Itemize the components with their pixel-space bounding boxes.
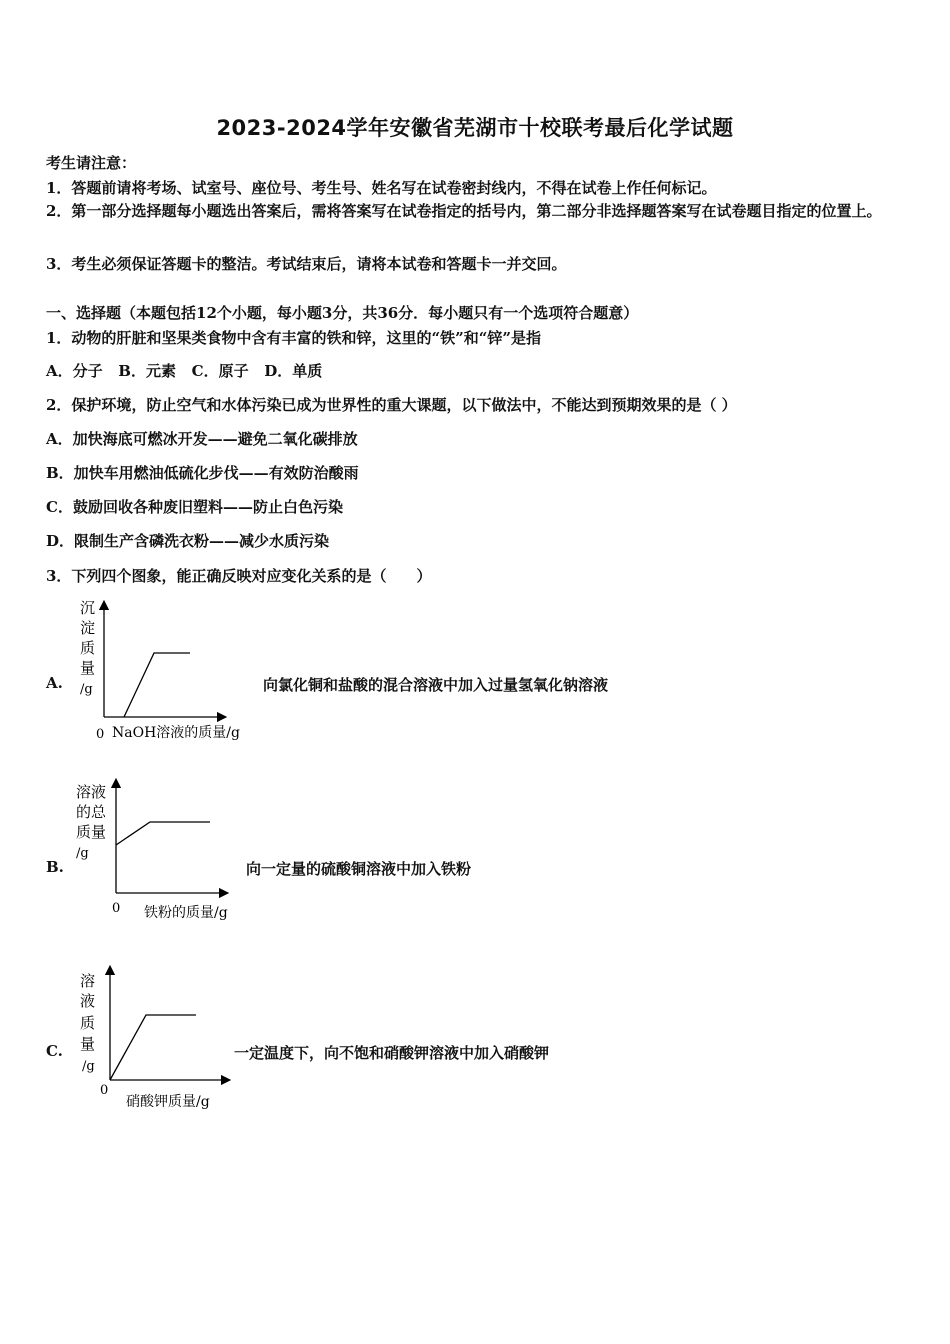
curve: [110, 1015, 196, 1080]
y-label-4: /g: [76, 846, 89, 861]
q3-stem: 3．下列四个图象，能正确反映对应变化关系的是（ ）: [46, 567, 432, 585]
origin-label: 0: [96, 727, 105, 742]
q3-graph-a: [70, 595, 270, 745]
y-label-2: 淀: [80, 619, 96, 637]
y-label-1: 溶液: [76, 783, 107, 801]
q2-option-a: A．加快海底可燃冰开发——避免二氧化碳排放: [46, 430, 358, 448]
q3-graph-b: [70, 775, 260, 925]
q2-option-c: C．鼓励回收各种废旧塑料——防止白色污染: [46, 498, 343, 516]
section-heading: 一、选择题（本题包括12个小题，每小题3分，共36分．每小题只有一个选项符合题意）: [46, 304, 639, 322]
y-label-3: 质: [80, 639, 96, 657]
q2-option-d: D．限制生产含磷洗衣粉——减少水质污染: [46, 532, 330, 550]
y-label-3: 质: [80, 1014, 96, 1032]
page-title: 2023-2024学年安徽省芜湖市十校联考最后化学试题: [216, 116, 734, 140]
q1-options: A．分子 B．元素 C．原子 D．单质: [46, 362, 323, 380]
y-label-5: /g: [80, 682, 93, 697]
origin-label: 0: [100, 1083, 109, 1098]
curve: [124, 653, 190, 717]
q2-option-b: B．加快车用燃油低硫化步伐——有效防治酸雨: [46, 464, 359, 482]
q3-option-c-description: 一定温度下，向不饱和硝酸钾溶液中加入硝酸钾: [234, 1044, 550, 1062]
notice-item-2: 2．第一部分选择题每小题选出答案后，需将答案写在试卷指定的括号内，第二部分非选择题答案写在试卷题目指定的位置上。: [46, 202, 882, 220]
y-label-1: 沉: [80, 599, 96, 617]
q3-option-b-label: B.: [46, 858, 64, 876]
y-label-4: 量: [80, 659, 96, 677]
q3-graph-c: [70, 960, 260, 1120]
q1-stem: 1．动物的肝脏和坚果类食物中含有丰富的铁和锌，这里的“铁”和“锌”是指: [46, 329, 541, 347]
q3-option-c-label: C.: [46, 1042, 63, 1060]
q3-option-a-label: A.: [46, 674, 63, 692]
x-axis-label: 硝酸钾质量/g: [126, 1094, 210, 1110]
q3-option-b-description: 向一定量的硫酸铜溶液中加入铁粉: [246, 860, 472, 878]
q2-stem: 2．保护环境，防止空气和水体污染已成为世界性的重大课题，以下做法中，不能达到预期效果的是（ ）: [46, 396, 737, 414]
y-label-4: 量: [80, 1035, 96, 1053]
y-label-2: 液: [80, 992, 96, 1010]
x-axis-label: 铁粉的质量/g: [144, 905, 228, 921]
notice-heading: 考生请注意：: [46, 154, 137, 172]
curve: [116, 822, 210, 845]
x-axis-label: NaOH溶液的质量/g: [112, 725, 240, 741]
q3-option-a-description: 向氯化铜和盐酸的混合溶液中加入过量氢氧化钠溶液: [263, 676, 609, 694]
y-label-1: 溶: [80, 972, 96, 990]
y-label-3: 质量: [76, 823, 107, 841]
notice-item-3: 3．考生必须保证答题卡的整洁。考试结束后，请将本试卷和答题卡一并交回。: [46, 255, 567, 273]
y-label-5: /g: [82, 1059, 95, 1074]
origin-label: 0: [112, 901, 121, 916]
notice-item-1: 1．答题前请将考场、试室号、座位号、考生号、姓名写在试卷密封线内，不得在试卷上作任何标记。: [46, 179, 717, 197]
y-label-2: 的总: [76, 803, 107, 821]
